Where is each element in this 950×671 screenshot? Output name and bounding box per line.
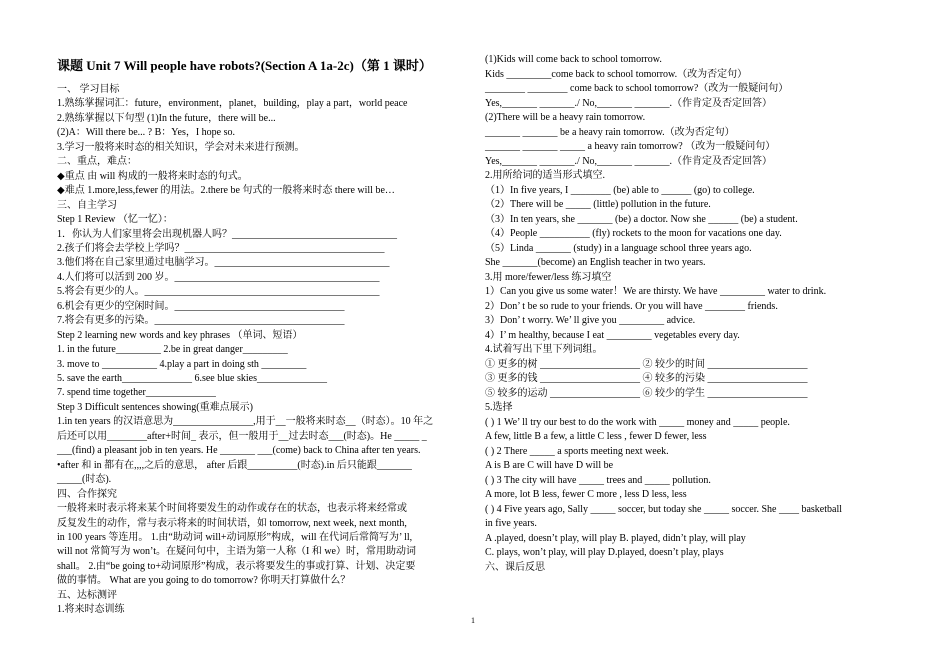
left-line: 后还可以用________after+时间_ 表示，但一般用于__过去时态___(时态)。He _____ _ (57, 430, 427, 442)
left-line: Step 3 Difficult sentences showing(重难点展示) (57, 401, 253, 413)
left-line: 二、重点，难点： (57, 156, 137, 168)
right-line: 2）Don’ t be so rude to your friends. Or you will have ________ friends. (485, 300, 778, 312)
left-line: Step 1 Review （忆一忆）： (57, 214, 173, 226)
left-line: 2.孩子们将会去学校上学吗？________________________________________ (57, 242, 385, 254)
left-line: shall。 2.由“be going to+动词原形”构成，表示将要发生的事或打算、计划、决定要 (57, 560, 416, 572)
right-line: （4）People __________ (fly) rockets to the moon for vacations one day. (485, 228, 782, 239)
left-line: 5.将会有更少的人。_______________________________________________ (57, 286, 380, 298)
left-line: 3.学习一般将来时态的相关知识，学会对未来进行预测。 (57, 141, 305, 153)
right-line: (1)Kids will come back to school tomorrow. (485, 54, 662, 65)
right-line: A .played, doesn’t play, will play B. played, didn’t play, will play (485, 532, 746, 544)
right-line: ③ 更多的钱 ____________________ ④ 较多的污染 ____________________ (485, 373, 808, 384)
right-line: ⑤ 较多的运动 __________________ ⑥ 较少的学生 ____________________ (485, 387, 808, 399)
right-line: _______ _______ be a heavy rain tomorrow.（改为否定句） (485, 126, 735, 138)
right-line: ( ) 1 We’ ll try our best to do the work with _____ money and _____ people. (485, 416, 790, 428)
left-line: will not 常简写为 won’t。在疑问句中，主语为第一人称（I 和 we）时，常用助动词 (57, 546, 416, 558)
left-line: 三、自主学习 (57, 199, 117, 211)
right-line: A more, lot B less, fewer C more , less D less, less (485, 489, 687, 500)
right-line: 3）Don’ t worry. We’ ll give you _________ advice. (485, 315, 696, 326)
right-line: _______ _______ _____ a heavy rain tomorrow? （改为一般疑问句） (485, 141, 776, 152)
right-line: （3）In ten years, she _______ (be) a doctor. Now she ______ (be) a student. (485, 213, 798, 225)
right-line: ________ ________ come back to school tomorrow?（改为一般疑问句） (485, 83, 789, 94)
left-line: •after 和 in 都有在,,,,之后的意思， after 后跟__________(时态).in 后只能跟_______ (57, 459, 412, 471)
right-line: （5）Linda _______ (study) in a language school three years ago. (485, 242, 752, 254)
right-line: in five years. (485, 518, 537, 529)
left-line: 五、达标测评 (57, 589, 117, 601)
right-line: ① 更多的树 ____________________ ② 较少的时间 ____________________ (485, 358, 808, 370)
left-line: 3. move to ___________ 4.play a part in doing sth _________ (57, 358, 307, 370)
page-title: 课题 Unit 7 Will people have robots?(Section A 1a-2c)（第 1 课时） (57, 58, 432, 73)
left-line: 1．你认为人们家里将会出现机器人吗？_________________________________ (57, 228, 397, 240)
right-line: ( ) 3 The city will have _____ trees and _____ pollution. (485, 474, 711, 486)
left-line: ___(find) a pleasant job in ten years. He _______ ___(come) back to China after ten years. (57, 445, 421, 457)
right-line: Kids _________come back to school tomorrow.（改为否定句） (485, 68, 748, 80)
right-line: 3.用 more/fewer/less 练习填空 (485, 271, 612, 283)
right-line: Yes,_______ _______./ No,_______ _______.（作肯定及否定回答） (485, 97, 773, 109)
right-line: 5.选择 (485, 402, 513, 413)
left-line: 2.熟练掌握以下句型 (1)In the future，there will be... (57, 112, 276, 124)
right-line: ( ) 2 There _____ a sports meeting next week. (485, 445, 669, 457)
left-line: Step 2 learning new words and key phrases （单词、短语） (57, 329, 303, 341)
left-line: 5. save the earth______________ 6.see blue skies______________ (57, 373, 327, 384)
left-line: ◆难点 1.more,less,fewer 的用法。2.there be 句式的一般将来时态 there will be… (57, 185, 395, 197)
right-line: 1）Can you give us some water！We are thirsty. We have _________ water to drink. (485, 286, 827, 297)
left-line: 1. in the future_________ 2.be in great danger_________ (57, 344, 288, 356)
left-line: 反复发生的动作，常与表示将来的时间状语，如 tomorrow, next week, next month, (57, 517, 407, 529)
left-line: in 100 years 等连用。 1.由“助动词 will+动词原形”构成，will 在代词后常简写为’ ll, (57, 531, 413, 543)
page-number: 1 (471, 616, 475, 625)
left-line: _____(时态). (57, 474, 112, 486)
left-line: 7.将会有更多的污染。______________________________________ (57, 315, 345, 327)
right-line: A is B are C will have D will be (485, 460, 614, 471)
right-line: 2.用所给词的适当形式填空. (485, 170, 605, 181)
left-line: 6.机会有更少的空闲时间。__________________________________ (57, 300, 345, 312)
left-line: 做的事情。 What are you going to do tomorrow? 你明天打算做什么？ (57, 575, 351, 587)
left-line: 一般将来时表示将来某个时间将要发生的动作或存在的状态，也表示将来经常或 (57, 503, 407, 515)
right-line: ( ) 4 Five years ago, Sally _____ soccer, but today she _____ soccer. She ____ basketball (485, 503, 843, 515)
right-line: A few, little B a few, a little C less , fewer D fewer, less (485, 431, 707, 442)
right-line: (2)There will be a heavy rain tomorrow. (485, 112, 646, 123)
left-line: ◆重点 由 will 构成的一般将来时态的句式。 (57, 170, 248, 182)
left-line: 一、 学习目标 (57, 84, 120, 95)
right-line: She _______(become) an English teacher in two years. (485, 257, 706, 268)
left-line: 7. spend time together______________ (57, 387, 216, 399)
left-line: 四、合作探究 (57, 488, 117, 500)
right-line: 4）I’ m healthy, because I eat _________ vegetables every day. (485, 329, 740, 341)
right-line: 六、课后反思 (485, 561, 545, 573)
right-line: Yes,_______ _______./ No,_______ _______.（作肯定及否定回答） (485, 155, 773, 167)
right-line: 4.试着写出下里下列词组。 (485, 344, 603, 355)
right-line: C. plays, won’t play, will play D.played, doesn’t play, plays (485, 547, 724, 558)
left-line: 1.in ten years 的汉语意思为________________,用于__一般将来时态__（时态）。10 年之 (57, 416, 434, 428)
left-line: (2)A：Will there be... ? B：Yes，I hope so. (57, 127, 235, 139)
left-line: 4.人们将可以活到 200 岁。_________________________________________ (57, 271, 380, 283)
left-line: 3.他们将在自己家里通过电脑学习。___________________________________ (57, 257, 390, 269)
right-line: （1）In five years, I ________ (be) able to ______ (go) to college. (485, 184, 755, 196)
left-line: 1.熟练掌握词汇：future，environment，planet，building，play a part，world peace (57, 98, 408, 110)
left-line: 1.将来时态训练 (57, 604, 125, 616)
right-line: （2）There will be _____ (little) pollution in the future. (485, 199, 711, 210)
